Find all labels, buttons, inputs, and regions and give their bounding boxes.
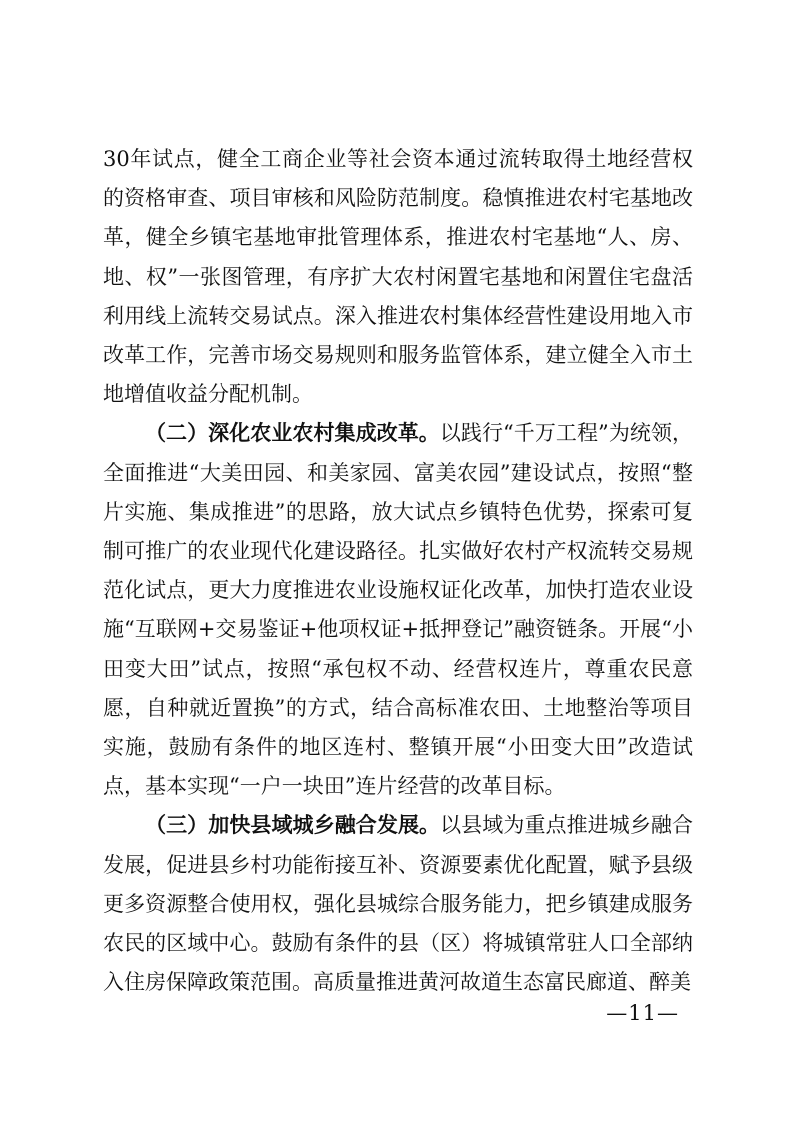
- page-number: —11—: [606, 1001, 679, 1025]
- paragraph-3: [103, 806, 693, 1002]
- paragraph-1: [103, 140, 693, 414]
- paragraph-1-text: 30年试点，健全工商企业等社会资本通过流转取得土地经营权的资格审查、项目审核和风险防范制度。稳慎推进农村宅基地改革，健全乡镇宅基地审批管理体系，推进农村宅基地“人、房、地、权”一张图管理，有序扩大农村闲置宅基地和闲置住宅盘活利用线上流转交易试点。深入推进农村集体经营性建设用地入市改革工作，完善市场交易规则和服务监管体系，建立健全入市土地增值收益分配机制。: [103, 147, 693, 407]
- paragraph-2-text: 以践行“千万工程”为统领，全面推进“大美田园、和美家园、富美农园”建设试点，按照“整片实施、集成推进”的思路，放大试点乡镇特色优势，探索可复制可推广的农业现代化建设路径。扎实做好农村产权流转交易规范化试点，更大力度推进农业设施权证化改革，加快打造农业设施“互联网+交易鉴证+他项权证+抵押登记”融资链条。开展“小田变大田”试点，按照“承包权不动、经营权连片，尊重农民意愿，自种就近置换”的方式，结合高标准农田、土地整治等项目实施，鼓励有条件的地区连村、整镇开展“小田变大田”改造试点，基本实现“一户一块田”连片经营的改革目标。: [103, 421, 693, 799]
- paragraph-3-text: 以县域为重点推进城乡融合发展，促进县乡村功能衔接互补、资源要素优化配置，赋予县级更多资源整合使用权，强化县城综合服务能力，把乡镇建成服务农民的区域中心。鼓励有条件的县（区）将城镇常驻人口全部纳入住房保障政策范围。高质量推进黄河故道生态富民廊道、醉美: [103, 813, 694, 995]
- document-body: [103, 140, 693, 1002]
- section-heading-2: （二）深化农业农村集成改革。: [145, 421, 440, 446]
- paragraph-2: [103, 414, 693, 806]
- section-heading-3: （三）加快县域城乡融合发展。: [145, 813, 441, 838]
